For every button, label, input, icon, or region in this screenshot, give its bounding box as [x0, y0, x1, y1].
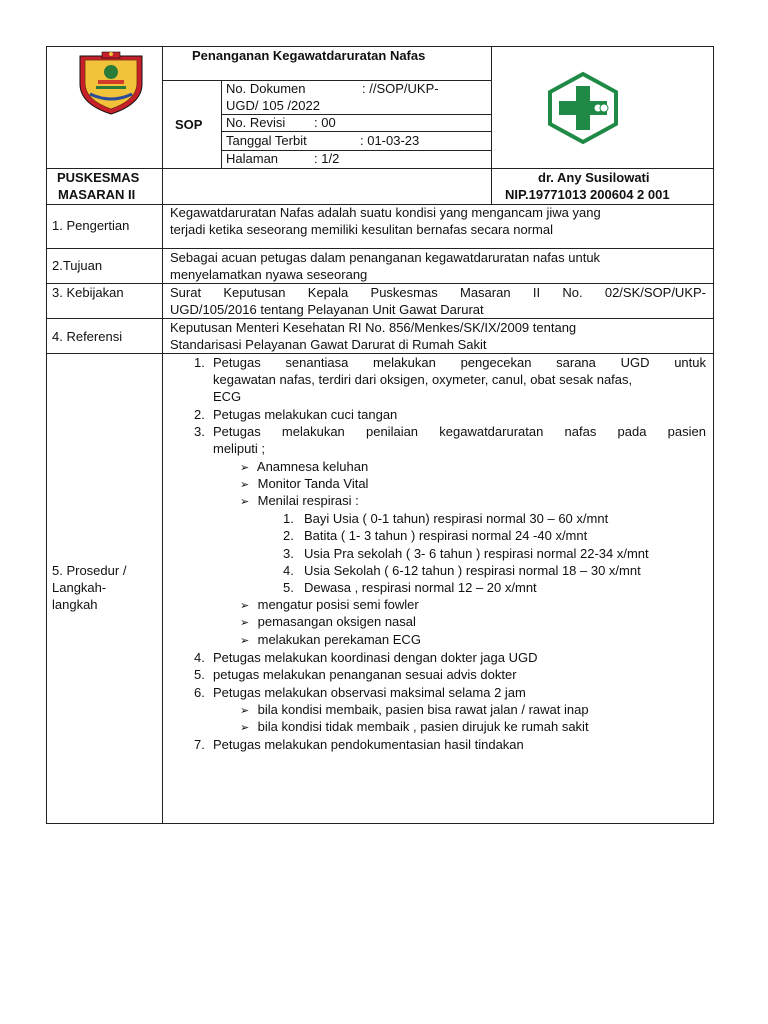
puskesmas-name-line2: MASARAN II [58, 187, 136, 202]
step-3-line1-content: Petugas melakukan penilaian kegawatdaruratan nafas pada pasien [213, 424, 706, 439]
resp-1-text: Bayi Usia ( 0-1 tahun) respirasi normal 30 – 60 x/mnt [304, 511, 609, 526]
resp-4-text: Usia Sekolah ( 6-12 tahun ) respirasi normal 18 – 30 x/mnt [304, 563, 641, 578]
tanggal-terbit-label: Tanggal Terbit [226, 133, 307, 148]
table-border-bottom [46, 823, 714, 824]
no-dokumen-label: No. Dokumen [226, 81, 306, 96]
table-border-left [46, 46, 47, 824]
bullet-tidak-membaik-text: bila kondisi tidak membaik , pasien dirujuk ke rumah sakit [257, 719, 589, 734]
resp-3-number: 3. [283, 546, 294, 561]
no-dokumen-value: : //SOP/UKP- [362, 81, 439, 96]
step-3-number: 3. [194, 424, 205, 439]
resp-1-number: 1. [283, 511, 294, 526]
step-1-line1-content: Petugas senantiasa melakukan pengecekan sarana UGD untuk [213, 355, 706, 370]
step-7-text: Petugas melakukan pendokumentasian hasil tindakan [213, 737, 524, 752]
col-divider-right [491, 46, 492, 204]
regency-crest-icon [76, 50, 146, 116]
step-2-number: 2. [194, 407, 205, 422]
step-4-text: Petugas melakukan koordinasi dengan dokter jaga UGD [213, 650, 538, 665]
step-2-text: Petugas melakukan cuci tangan [213, 407, 398, 422]
resp-4-number: 4. [283, 563, 294, 578]
table-border-right [713, 46, 714, 824]
no-revisi-label: No. Revisi [226, 115, 286, 130]
bullet-respirasi [240, 492, 359, 511]
tujuan-text-line1: Sebagai acuan petugas dalam penanganan kegawatdaruratan nafas untuk [170, 250, 601, 265]
puskesmas-green-cross-icon [544, 70, 622, 146]
prosedur-label-line3: langkah [52, 597, 98, 612]
bullet-monitor-text: Monitor Tanda Vital [257, 476, 369, 491]
kebijakan-text-line1-content: Surat Keputusan Kepala Puskesmas Masaran II No. 02/SK/SOP/UKP- [170, 285, 706, 300]
bullet-ecg-text: melakukan perekaman ECG [257, 632, 421, 647]
puskesmas-name-line1: PUSKESMAS [57, 170, 140, 185]
tujuan-label: 2.Tujuan [52, 258, 103, 273]
kebijakan-label: 3. Kebijakan [52, 285, 124, 300]
resp-5-number: 5. [283, 580, 294, 595]
step-7-number: 7. [194, 737, 205, 752]
bullet-ecg [240, 631, 421, 650]
arrow-bullet-icon: ➢ [240, 462, 250, 474]
signer-name: dr. Any Susilowati [538, 170, 650, 185]
tanggal-terbit-value: : 01-03-23 [360, 133, 420, 148]
referensi-text-line1: Keputusan Menteri Kesehatan RI No. 856/Menkes/SK/IX/2009 tentang [170, 320, 577, 335]
referensi-label: 4. Referensi [52, 329, 123, 344]
arrow-bullet-icon: ➢ [240, 705, 250, 717]
step-1-line3: ECG [213, 389, 242, 404]
arrow-bullet-icon: ➢ [240, 722, 250, 734]
step-5-number: 5. [194, 667, 205, 682]
step-1-number: 1. [194, 355, 205, 370]
resp-2-number: 2. [283, 528, 294, 543]
arrow-bullet-icon: ➢ [240, 479, 250, 491]
step-5-text: petugas melakukan penanganan sesuai advis dokter [213, 667, 517, 682]
bullet-respirasi-text: Menilai respirasi : [257, 493, 359, 508]
sop-label: SOP [175, 117, 203, 132]
resp-3-text: Usia Pra sekolah ( 3- 6 tahun ) respirasi normal 22-34 x/mnt [304, 546, 649, 561]
bullet-oksigen-text: pemasangan oksigen nasal [257, 614, 416, 629]
bullet-anamnesa-text: Anamnesa keluhan [256, 459, 369, 474]
col-divider-left [162, 46, 163, 824]
document-title: Penanganan Kegawatdaruratan Nafas [192, 48, 426, 63]
step-1-line2: kegawatan nafas, terdiri dari oksigen, oxymeter, canul, obat sesak nafas, [213, 372, 633, 387]
halaman-label: Halaman [226, 151, 279, 166]
prosedur-label-line1: 5. Prosedur / [52, 563, 127, 578]
col-divider-sop [221, 80, 222, 168]
no-dokumen-value-cont: UGD/ 105 /2022 [226, 98, 320, 113]
pengertian-label: 1. Pengertian [52, 218, 130, 233]
bullet-fowler-text: mengatur posisi semi fowler [257, 597, 419, 612]
step-3-line1 [213, 423, 706, 440]
signer-nip: NIP.19771013 200604 2 001 [505, 187, 670, 202]
bullet-tidak-membaik [240, 718, 589, 737]
arrow-bullet-icon: ➢ [240, 617, 250, 629]
halaman-value: : 1/2 [314, 151, 340, 166]
resp-2-text: Batita ( 1- 3 tahun ) respirasi normal 24 -40 x/mnt [304, 528, 588, 543]
resp-5-text: Dewasa , respirasi normal 12 – 20 x/mnt [304, 580, 537, 595]
tujuan-text-line2: menyelamatkan nyawa seseorang [170, 267, 368, 282]
title-row-divider [162, 80, 492, 81]
pengertian-text-line1: Kegawatdaruratan Nafas adalah suatu kondisi yang mengancam jiwa yang [170, 205, 601, 220]
step-3-line2: meliputi ; [213, 441, 266, 456]
step-6-text: Petugas melakukan observasi maksimal selama 2 jam [213, 685, 526, 700]
bullet-membaik-text: bila kondisi membaik, pasien bisa rawat jalan / rawat inap [257, 702, 589, 717]
arrow-bullet-icon: ➢ [240, 635, 250, 647]
no-revisi-value: : 00 [314, 115, 336, 130]
arrow-bullet-icon: ➢ [240, 496, 250, 508]
kebijakan-text-line1 [170, 284, 706, 301]
referensi-text-line2: Standarisasi Pelayanan Gawat Darurat di Rumah Sakit [170, 337, 487, 352]
pengertian-text-line2: terjadi ketika seseorang memiliki kesulitan bernafas secara normal [170, 222, 553, 237]
prosedur-label-line2: Langkah- [52, 580, 107, 595]
arrow-bullet-icon: ➢ [240, 600, 250, 612]
bullet-oksigen [240, 613, 416, 632]
step-1-line1 [213, 354, 706, 371]
kebijakan-text-line2: UGD/105/2016 tentang Pelayanan Unit Gawat Darurat [170, 302, 484, 317]
step-6-number: 6. [194, 685, 205, 700]
step-4-number: 4. [194, 650, 205, 665]
